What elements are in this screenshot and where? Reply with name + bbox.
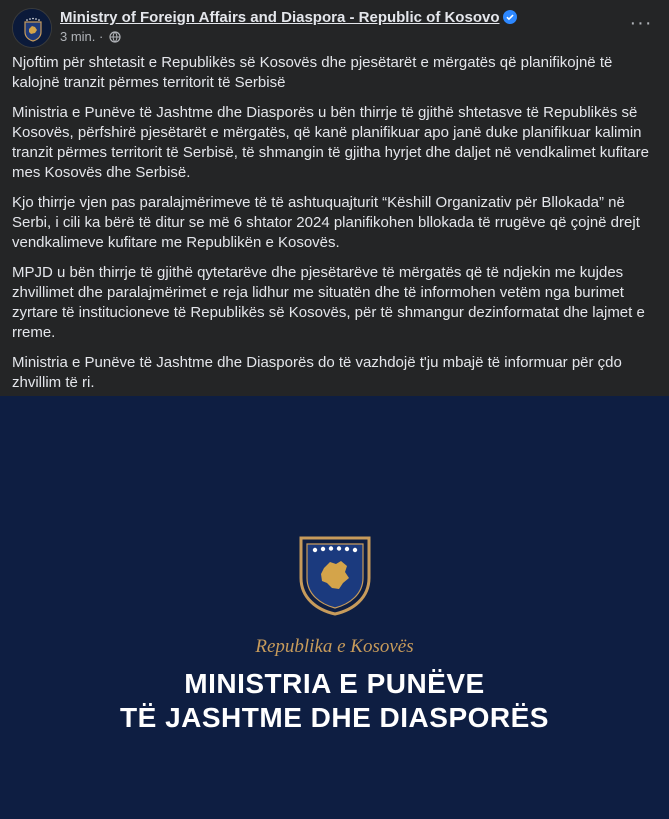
post-timestamp[interactable]: 3 min. ·: [60, 29, 104, 44]
post-paragraph: Njoftim për shtetasit e Republikës së Kosovës dhe pjesëtarët e mërgatës që planifikojnë të kalojnë tranzit përmes territorit të Serbisë: [12, 54, 613, 91]
page-avatar[interactable]: [12, 8, 52, 48]
post-meta: [60, 29, 121, 44]
post-paragraph: Ministria e Punëve të Jashtme dhe Diasporës do të vazhdojë t'ju mbajë të informuar për çdo zhvillim të ri.: [12, 354, 622, 391]
post-image[interactable]: [0, 396, 669, 819]
kosovo-coat-of-arms-icon: [297, 534, 373, 616]
post-paragraph: MPJD u bën thirrje të gjithë qytetarëve dhe pjesëtarëve të mërgatës që të ndjekin me kujdes zhvillimet dhe paralajmërimet e reja lidhur me situatën dhe të informohen vetëm nga burimet zyrtare të institucioneve të Republikës së Kosovës, për të shmangur dezinformatat dhe lajmet e rreme.: [12, 264, 645, 341]
more-options-button[interactable]: ···: [629, 12, 653, 34]
globe-icon: [109, 31, 121, 43]
ministry-title-line2: TË JASHTME DHE DIASPORËS: [120, 702, 549, 733]
post-header: [12, 8, 657, 48]
verified-badge-icon: [503, 10, 517, 24]
page-name-text[interactable]: Ministry of Foreign Affairs and Diaspora - Republic of Kosovo: [60, 9, 500, 26]
post-paragraph: Ministria e Punëve të Jashtme dhe Diasporës u bën thirrje të gjithë shtetasve të Republikës së Kosovës, përfshirë pjesëtarët e mërgatës, që kanë planifikuar apo janë duke planifikuar kalimin tranzit përmes territorit të Serbisë, të shmangin të gjitha hyrjet dhe daljet në vendkalimet kufitare mes Kosovës dhe Serbisë.: [12, 104, 649, 181]
ministry-title-line1: MINISTRIA E PUNËVE: [184, 668, 485, 699]
post-paragraph: Kjo thirrje vjen pas paralajmërimeve të të ashtuquajturit “Këshill Organizativ për Bllokada” në Serbi, i cili ka bërë të ditur se më 6 shtator 2024 planifikohen bllokada të rrugëve që çojnë drejt vendkalimeve kufitare me Republikën e Kosovës.: [12, 194, 640, 251]
republika-label: Republika e Kosovës: [255, 636, 414, 657]
page-name-link[interactable]: [60, 9, 517, 26]
post-text: [12, 53, 660, 403]
